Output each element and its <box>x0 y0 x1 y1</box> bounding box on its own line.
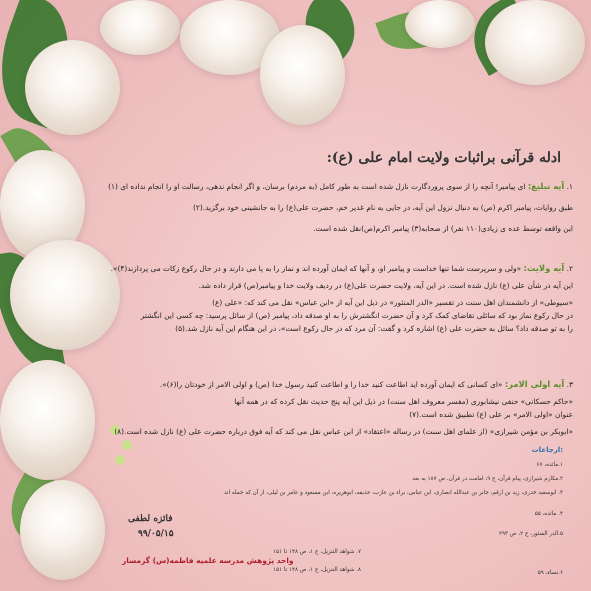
item-line: این آیه در شأن علی (ع) نازل شده است. در این آیه، ولایت حضرت علی(ع) در ردیف ولایت خدا و پیامبر(ص) قرار داده شد. <box>198 281 573 290</box>
reference-item: ۵.الدر المنثور، ج ۲، ص ۲۹۳ <box>498 531 563 537</box>
page-title: ادله قرآنی براثبات ولایت امام علی (ع): <box>326 150 561 166</box>
item-line: «ای کسانی که ایمان آورده اید اطاعت کنید خدا را و اطاعت کنید رسول خدا (ص) و اولی الامر از خودتان را(۶)». <box>159 380 503 389</box>
reference-item: ۴. مائده، ۵۵ <box>534 511 563 517</box>
item-3 <box>103 378 573 438</box>
item-line: در حال رکوع نماز بود که سائلی تقاضای کمک کرد و آن حضرت انگشترش را به او صدقه داد، پیامبر (ص) از سائل پرسید: چه کسی این انگشتر <box>140 311 573 320</box>
reference-item: ۸. شواهد التنزیل، ج ۱، ص ۱۴۸ تا ۱۵۱ <box>273 567 361 573</box>
reference-item: ۶.نساء، ۵۹ <box>537 570 563 576</box>
item-line: ای پیامبر! آنچه را از سوی پروردگارت نازل شده است به طور کامل (به مردم) برسان، و اگر انجام ندهی، رسالت او را انجام نداده ای (۱) <box>108 182 526 191</box>
item-line: طبق روایات، پیامبر اکرم (ص) به دنبال نزول این آیه، در جایی به نام غدیر خم، حضرت علی(ع) را به جانشینی خود برگزید.(۲) <box>193 203 573 212</box>
publisher-unit: واحد پژوهش مدرسه علمیه فاطمه(س) گرمسار <box>122 556 294 565</box>
item-2 <box>103 262 573 335</box>
item-line: «ابوبکر بن مؤمن شیرازی» (از علمای اهل سنت) در رساله «اعتقاد» از ابن عباس نقل می کند که آیه فوق درباره حضرت علی (ع) نازل شده است.(۸) <box>114 427 573 436</box>
item-line: را به تو صدقه داد؟ سائل به حضرت علی (ع) اشاره کرد و گفت: آن مرد که در حال رکوع است»، در این هنگام این آیه نازل شد.(۵) <box>175 324 573 333</box>
date: ۹۹/۰۵/۱۵ <box>138 529 174 539</box>
item-number: ۱. <box>566 182 573 191</box>
reference-item: ۱.مائده، ۶۷ <box>536 462 563 468</box>
reference-item: ۷. شواهد التنزیل، ج ۱، ص ۱۴۸ تا ۱۵۱ <box>273 549 361 555</box>
item-label: آیه تبلیغ: <box>527 181 565 191</box>
reference-item: ۲.مکارم شیرازی، پیام قرآن، ج ۹، امامت در قرآن، ص ۱۸۷ به بعد <box>412 476 563 482</box>
item-label: آیه اولی الامر: <box>504 379 565 389</box>
references-title: ارجاعات: <box>531 446 563 454</box>
item-line: «ولی و سرپرست شما تنها خداست و پیامبر او، و آنها که ایمان آورده اند و نماز را به پا می دارند و در حال رکوع زکات می پردازند(۴)». <box>110 264 522 273</box>
item-number: ۳. <box>566 380 573 389</box>
item-label: آیه ولایت: <box>523 263 565 273</box>
item-line: این واقعه توسط عده ی زیادی(۱۱۰ نفر) از صحابه(۳) پیامبر اکرم(ص)نقل شده است. <box>313 224 573 233</box>
reference-item: ۳. ابوسعید خدری، زید بن ارقم، جابر بن عبدالله انصاری، ابن عباس، براء بن عازب، حذیفه، ابوهریره، ابن مسعود و عامر بن لیلی، از آن که جمله اند <box>224 490 563 496</box>
item-1 <box>103 180 573 235</box>
item-line: «حاکم حسکانی» حنفی نیشابوری (مفسر معروف اهل سنت) در ذیل این آیه پنج حدیث نقل کرده که در همه آنها <box>234 397 573 406</box>
item-number: ۲. <box>566 264 573 273</box>
item-line: عنوان «اولی الامر» بر علی (ع) تطبیق شده است.(۷) <box>409 410 573 419</box>
item-line: «سیوطی» از دانشمندان اهل سنت در تفسیر «الدر المنثور» در ذیل این آیه از «ابن عباس» نقل می کند که: «علی (ع) <box>212 298 573 307</box>
author-name: فائزه لطفی <box>128 514 173 524</box>
